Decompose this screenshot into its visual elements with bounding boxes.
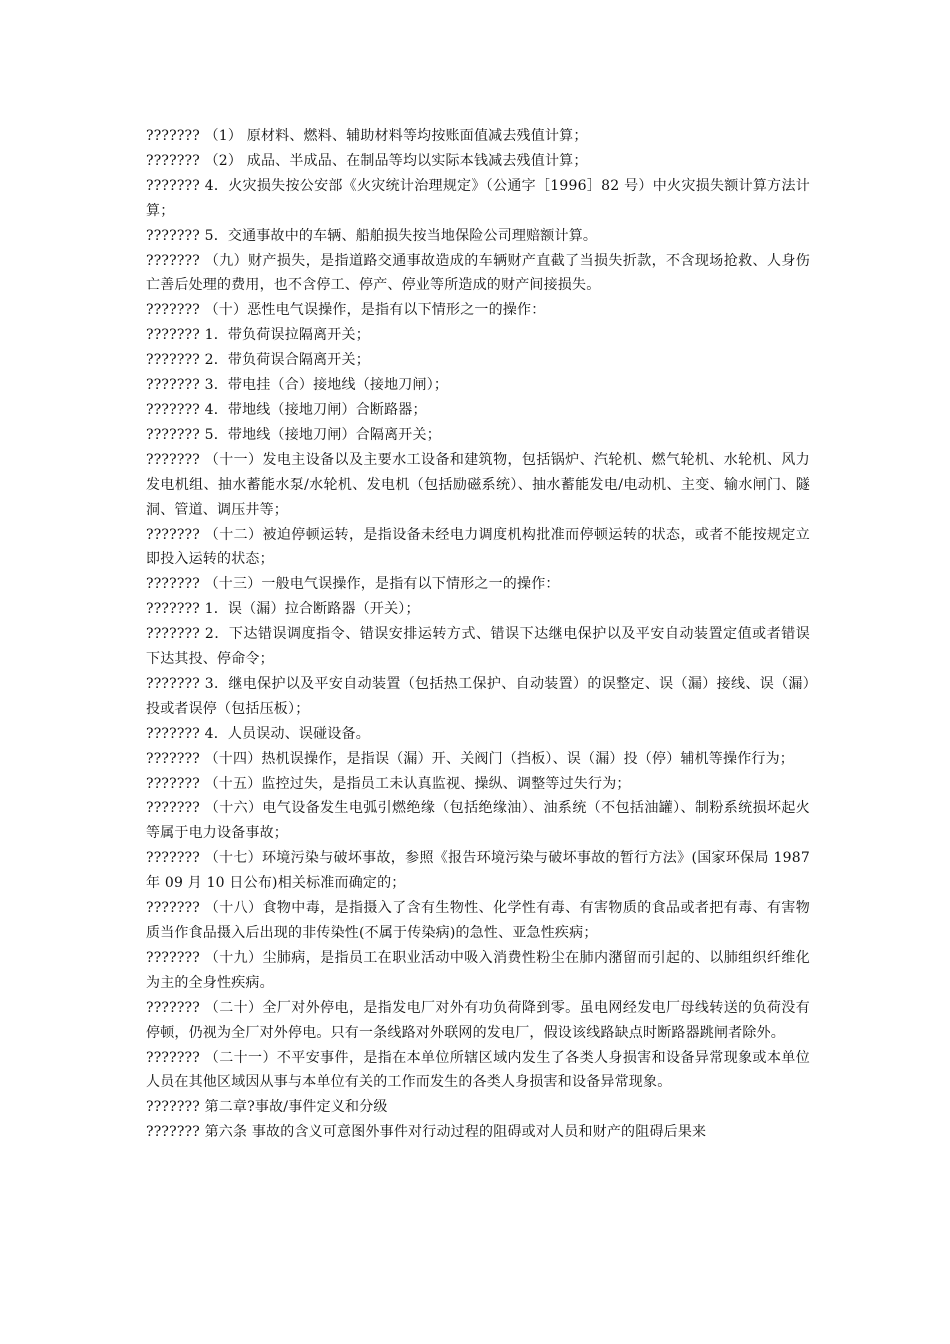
paragraph: ??????? （2） 成品、半成品、在制品等均以实际本钱减去残值计算； — [146, 152, 588, 169]
paragraph: ??????? （十二）被迫停顿运转，是指设备未经电力调度机构批准而停顿运转的状态，或者不能按规定立即投入运转的状态； — [146, 526, 810, 568]
paragraph: ??????? （二十）全厂对外停电，是指发电厂对外有功负荷降到零。虽电网经发电厂母线转送的负荷没有停顿，仍视为全厂对外停电。只有一条线路对外联网的发电厂，假设该线路缺点时断路器跳闸者除外。 — [146, 999, 810, 1041]
paragraph: ??????? 1．误（漏）拉合断路器（开关）； — [146, 601, 420, 618]
paragraph: ??????? （九）财产损失，是指道路交通事故造成的车辆财产直截了当损失折款，不含现场抢救、人身伤亡善后处理的费用，也不含停工、停产、停业等所造成的财产间接损失。 — [146, 252, 810, 294]
paragraph: ??????? 3．继电保护以及平安自动装置（包括热工保护、自动装置）的误整定、误（漏）接线、误（漏）投或者误停（包括压板）； — [146, 675, 810, 717]
paragraph: ??????? 4．人员误动、误碰设备。 — [146, 725, 370, 742]
paragraph: ??????? 4．火灾损失按公安部《火灾统计治理规定》（公通字［1996］82 号）中火灾损失额计算方法计算； — [146, 177, 810, 219]
paragraph: ??????? 第六条 事故的含义可意图外事件对行动过程的阻碍或对人员和财产的阻碍后果来 — [146, 1124, 707, 1141]
document-body — [146, 124, 810, 1145]
paragraph: ??????? （十九）尘肺病，是指员工在职业活动中吸入消费性粉尘在肺内潴留而引起的、以肺组织纤维化为主的全身性疾病。 — [146, 949, 810, 991]
paragraph: ??????? 4．带地线（接地刀闸）合断路器； — [146, 401, 427, 418]
paragraph: ??????? （十四）热机误操作，是指误（漏）开、关阀门（挡板）、误（漏）投（停）辅机等操作行为； — [146, 750, 794, 767]
paragraph: ??????? （1） 原材料、燃料、辅助材料等均按账面值减去残值计算； — [146, 128, 588, 144]
paragraph: ??????? （二十一）不平安事件，是指在本单位所辖区域内发生了各类人身损害和设备异常现象或本单位人员在其他区域因从事与本单位有关的工作而发生的各类人身损害和设备异常现象。 — [146, 1049, 810, 1091]
paragraph: ??????? 3．带电挂（合）接地线（接地刀闸）； — [146, 377, 449, 394]
chapter-heading: ??????? 第二章?事故/事件定义和分级 — [146, 1099, 388, 1116]
paragraph: ??????? 2．带负荷误合隔离开关； — [146, 352, 370, 369]
paragraph: ??????? （十五）监控过失，是指员工未认真监视、操纵、调整等过失行为； — [146, 775, 631, 792]
paragraph: ??????? （十七）环境污染与破坏事故，参照《报告环境污染与破坏事故的暂行方法》(国家环保局 1987 年 09 月 10 日公布)相关标准而确定的； — [146, 850, 810, 892]
paragraph: ??????? （十六）电气设备发生电弧引燃绝缘（包括绝缘油）、油系统（不包括油罐）、制粉系统损坏起火等属于电力设备事故； — [146, 800, 810, 842]
paragraph: ??????? 5．交通事故中的车辆、船舶损失按当地保险公司理赔额计算。 — [146, 227, 598, 244]
paragraph: ??????? （十八）食物中毒，是指摄入了含有生物性、化学性有毒、有害物质的食品或者把有毒、有害物质当作食品摄入后出现的非传染性(不属于传染病)的急性、亚急性疾病； — [146, 900, 810, 941]
paragraph: ??????? 5．带地线（接地刀闸）合隔离开关； — [146, 426, 441, 443]
paragraph: ??????? 1．带负荷误拉隔离开关； — [146, 327, 370, 344]
paragraph: ??????? （十三）一般电气误操作，是指有以下情形之一的操作： — [146, 576, 560, 593]
paragraph: ??????? （十一）发电主设备以及主要水工设备和建筑物，包括锅炉、汽轮机、燃气轮机、水轮机、风力发电机组、抽水蓄能水泵/水轮机、发电机（包括励磁系统）、抽水蓄能发电/电动机、主变、输水闸门、隧洞、管道、调压井等； — [146, 451, 810, 518]
paragraph: ??????? 2．下达错误调度指令、错误安排运转方式、错误下达继电保护以及平安自动装置定值或者错误下达其投、停命令； — [146, 626, 810, 668]
paragraph: ??????? （十）恶性电气误操作，是指有以下情形之一的操作： — [146, 302, 546, 319]
